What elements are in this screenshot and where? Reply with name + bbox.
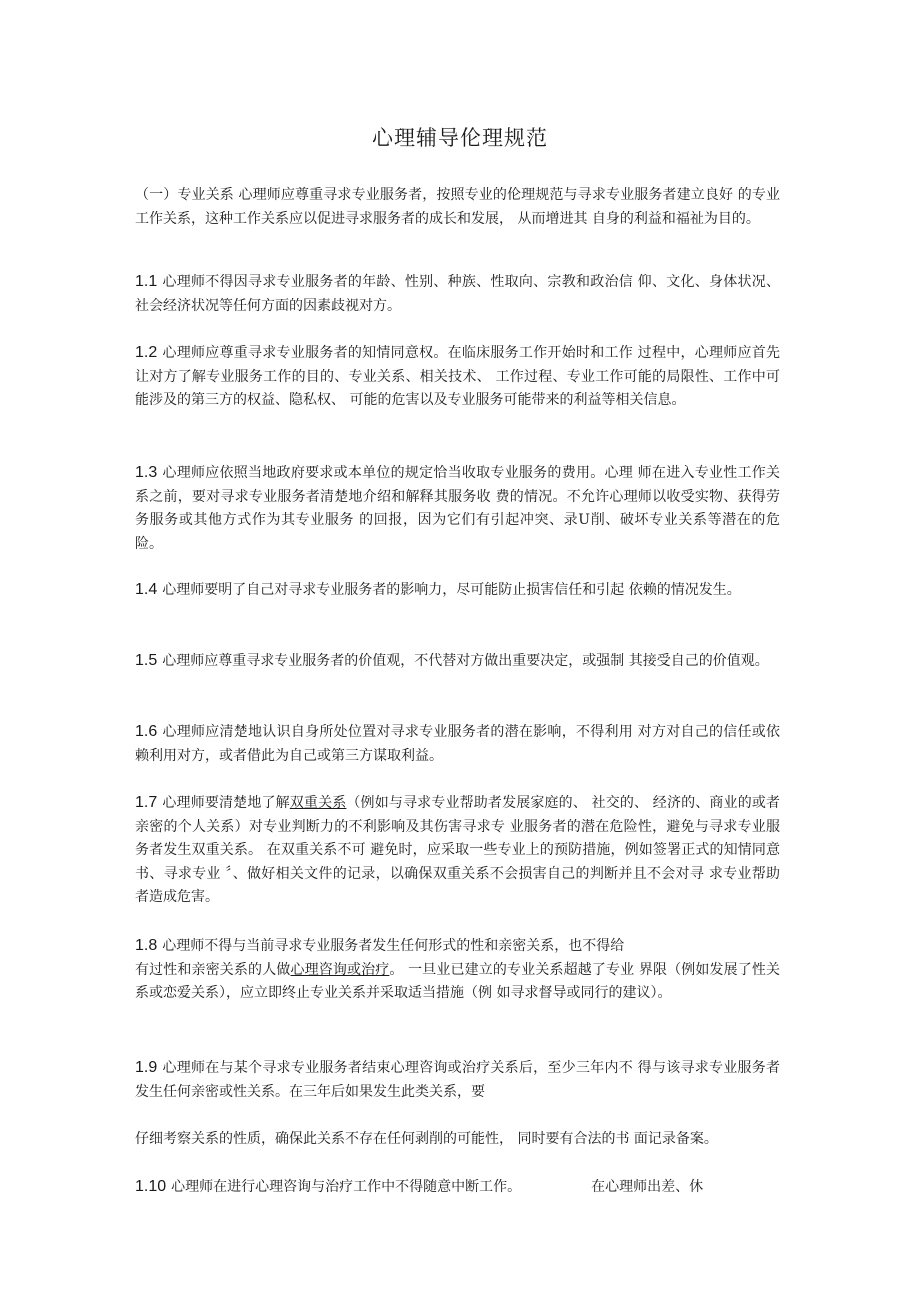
clause-text-after: 。 一旦业已建立的专业关系超越了专业 界限（例如发展了性关系或恋爱关系），应立即终止专业关系并采取适当措施（例 如寻求督导或同行的建议）。 — [135, 961, 781, 1001]
clause-1-7 — [135, 791, 780, 910]
clause-text: 心理师在与某个寻求专业服务者结束心理咨询或治疗关系后，至少三年内不 得与该寻求专业服务者发生任何亲密或性关系。在三年后如果发生此类关系，要 — [135, 1060, 780, 1100]
clause-1-3 — [135, 461, 780, 556]
clause-1-5 — [135, 649, 780, 674]
clause-text-b: 在心理师出差、休 — [591, 1179, 704, 1195]
clause-text: 心理师要明了自己对寻求专业服务者的影响力，尽可能防止损害信任和引起 依赖的情况发生。 — [162, 582, 741, 598]
clause-1-4 — [135, 578, 780, 603]
clause-1-2 — [135, 341, 780, 413]
clause-1-9-continued — [135, 1128, 780, 1152]
clause-number: 1.5 — [135, 652, 158, 669]
dual-relationship-link[interactable]: 双重关系 — [289, 795, 347, 811]
clause-number: 1.8 — [135, 937, 158, 954]
clause-text-before: 心理师要清楚地了解 — [162, 795, 290, 811]
clause-text-a: 心理师在进行心理咨询与治疗工作中不得随意中断工作。 — [171, 1179, 522, 1195]
clause-1-6 — [135, 720, 780, 768]
clause-number: 1.2 — [135, 344, 158, 361]
clause-text: 仔细考察关系的性质，确保此关系不存在任何剥削的可能性， 同时要有合法的书 面记录备案。 — [135, 1131, 718, 1147]
clause-number: 1.10 — [135, 1178, 167, 1195]
clause-text-line1: 心理师不得与当前寻求专业服务者发生任何形式的性和亲密关系，也不得给 — [162, 938, 625, 954]
clause-1-8 — [135, 934, 780, 1006]
clause-text: 心理师应清楚地认识自身所处位置对寻求专业服务者的潜在影响，不得利用 对方对自己的信任或依赖利用对方，或者借此为自己或第三方谋取利益。 — [135, 724, 780, 764]
clause-text: 心理师应依照当地政府要求或本单位的规定恰当收取专业服务的费用。心理 师在进入专业性工作关系之前，要对寻求专业服务者清楚地介绍和解释其服务收 费的情况。不允许心理师以收受实物、获得劳务服务或其他方式作为其专业服务 的回报，因为它们有引起冲突、录U削、破坏专业关系等潜在的危险。 — [135, 465, 780, 552]
clause-number: 1.4 — [135, 581, 158, 598]
clause-1-10 — [135, 1175, 780, 1200]
clause-text-before: 有过性和亲密关系的人做 — [135, 961, 291, 978]
clause-text: 心理师不得因寻求专业服务者的年龄、性别、种族、性取向、宗教和政治信 仰、文化、身体状况、社会经济状况等任何方面的因素歧视对方。 — [135, 274, 780, 314]
clause-number: 1.1 — [135, 273, 158, 290]
document-title: 心理辅导伦理规范 — [372, 126, 548, 150]
clause-text: 心理师应尊重寻求专业服务者的价值观，不代替对方做出重要决定，或强制 其接受自己的价值观。 — [162, 653, 769, 669]
clause-text-after: （例如与寻求专业帮助者发展家庭的、 社交的、 经济的、商业的或者亲密的个人关系）对专业判断力的不利影响及其伤害寻求专 业服务者的潜在危险性，避免与寻求专业服务者发生双重关系。 在双重关系不可 避免时，应采取一些专业上的预防措施，例如签署正式的知情同意书、寻求专业 〞、做好相关文件的记录，以确保双重关系不会损害自己的判断并且不会对寻 求专业帮助者造成危害。 — [135, 795, 781, 905]
clause-number: 1.7 — [135, 794, 158, 811]
clause-number: 1.3 — [135, 464, 158, 481]
clause-1-9 — [135, 1056, 780, 1104]
counseling-therapy-link[interactable]: 心理咨询或治疗 — [290, 961, 390, 978]
clause-1-1 — [135, 270, 780, 318]
intro-paragraph: （一）专业关系 心理师应尊重寻求专业服务者，按照专业的伦理规范与寻求专业服务者建立良好 的专业工作关系，这种工作关系应以促进寻求服务者的成长和发展， 从而增进其 自身的利益和福祉为目的。 — [135, 187, 780, 227]
clause-number: 1.9 — [135, 1059, 158, 1076]
clause-number: 1.6 — [135, 723, 158, 740]
clause-text: 心理师应尊重寻求专业服务者的知情同意权。在临床服务工作开始时和工作 过程中，心理师应首先让对方了解专业服务工作的目的、专业关系、相关技术、 工作过程、专业工作可能的局限性、工作中可能涉及的第三方的权益、隐私权、 可能的危害以及专业服务可能带来的利益等相关信息。 — [135, 345, 780, 408]
